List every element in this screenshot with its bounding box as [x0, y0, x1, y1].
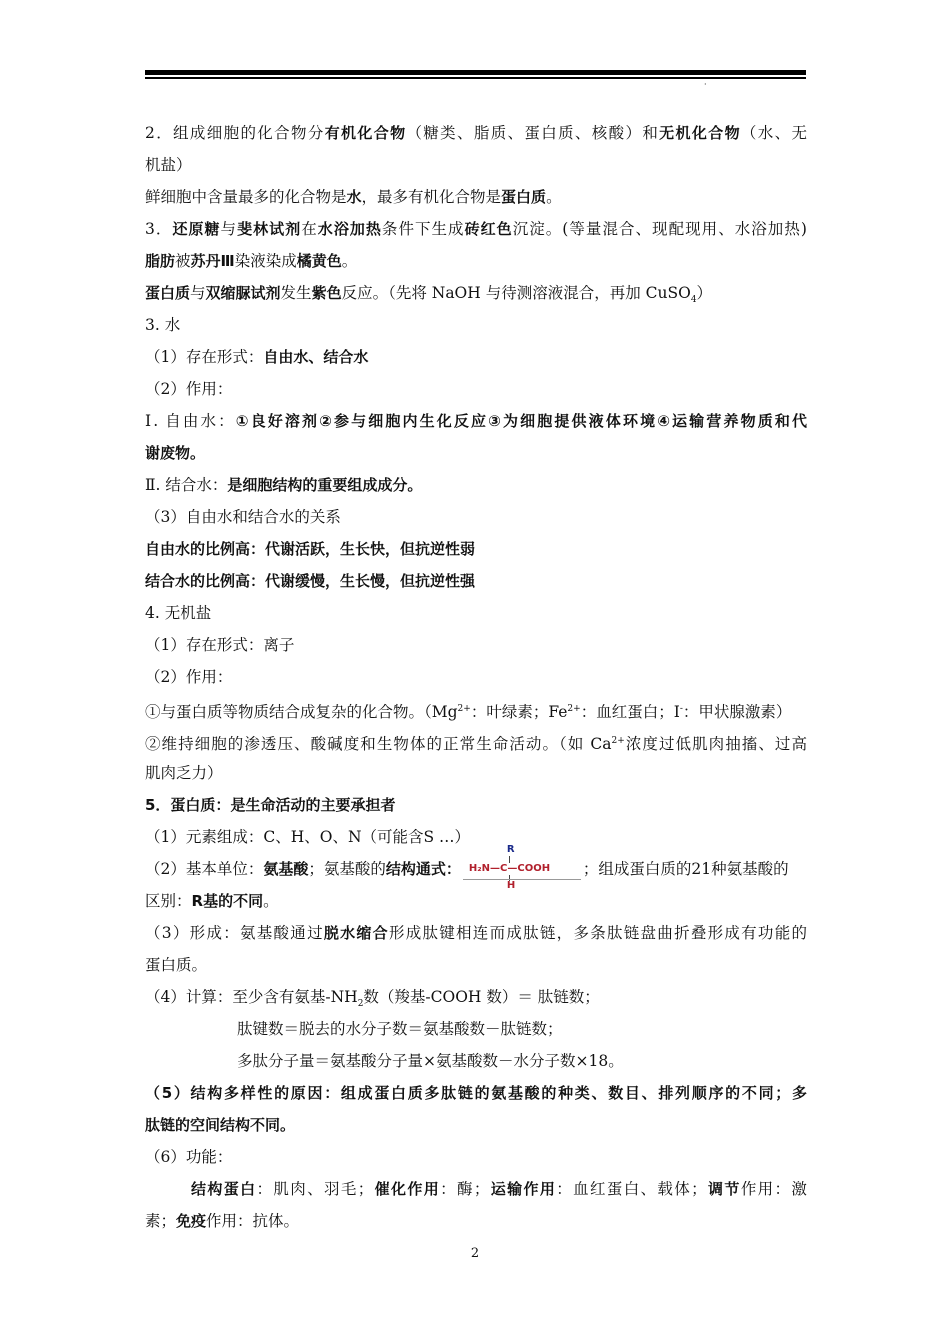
bold-run: 调节 — [706, 1180, 741, 1198]
text-run: 区别： — [145, 892, 192, 910]
bold-run: 脂肪 — [145, 252, 176, 270]
subscript: 4 — [690, 295, 697, 306]
formula-h: H — [506, 880, 516, 891]
bold-run: R基的不同 — [191, 892, 264, 910]
text-run: ，最多有机化合物是 — [361, 188, 502, 206]
text-run: （糖类、脂质、蛋白质、核酸）和 — [406, 124, 660, 142]
text-line — [145, 1109, 807, 1141]
text-run: ①与蛋白质等物质结合成复杂的化合物。（Mg — [145, 703, 458, 722]
text-run: 染液染成 — [234, 252, 297, 270]
text-line — [145, 917, 807, 949]
text-run: 4. 无机盐 — [145, 604, 212, 622]
bold-run: 免疫 — [176, 1212, 207, 1230]
text-line — [145, 597, 807, 629]
text-run: ：肌肉、羽毛； — [256, 1180, 374, 1198]
text-run: 作用：抗体。 — [206, 1212, 300, 1230]
text-run: 浓度过低肌肉抽搐、过高 — [624, 735, 807, 754]
text-line — [145, 1141, 807, 1173]
text-run: （3）形成：氨基酸通过 — [145, 924, 324, 942]
text-line — [145, 565, 807, 597]
bold-run: 紫色 — [311, 284, 342, 302]
formula-bond-top — [509, 856, 510, 863]
text-line — [145, 533, 807, 565]
text-run: 条件下生成 — [381, 220, 465, 238]
text-run: 反应。（先将 NaOH 与待测溶液混合，再加 CuSO — [341, 284, 691, 302]
text-line — [145, 117, 807, 149]
text-line — [145, 405, 807, 437]
text-run: ：血红蛋白；I — [580, 703, 680, 722]
text-line — [145, 1045, 807, 1077]
text-run: ：叶绿素；Fe — [470, 703, 568, 722]
text-run: Ⅰ. 自由水： — [145, 412, 236, 430]
header-rule-thin — [145, 77, 806, 79]
text-run: 作用：激 — [740, 1180, 807, 1198]
bold-run: 有机化合物 — [324, 124, 407, 142]
text-line — [145, 181, 807, 213]
bold-run: 催化作用 — [373, 1180, 441, 1198]
text-line — [145, 821, 807, 853]
text-line — [145, 1205, 807, 1237]
bold-run: （5）结构多样性的原因：组成蛋白质多肽链的氨基酸的种类、数目、排列顺序的不同；多 — [145, 1084, 807, 1102]
bold-run: 结构蛋白 — [191, 1180, 257, 1198]
text-run: （2）基本单位： — [145, 860, 264, 878]
text-line — [145, 885, 807, 917]
text-line — [145, 661, 807, 693]
text-run: 发生 — [280, 284, 312, 302]
text-run: 3． — [145, 220, 173, 238]
text-line — [145, 1077, 807, 1109]
bold-run: 结构通式： — [385, 860, 461, 878]
bold-run: 肽链的空间结构不同。 — [145, 1116, 296, 1134]
text-run: ：血红蛋白、载体； — [556, 1180, 707, 1198]
text-run: ；组成蛋白质的21种氨基酸的 — [582, 860, 789, 878]
text-line — [145, 844, 807, 891]
text-line — [145, 469, 807, 501]
bold-run: 氨基酸 — [263, 860, 309, 878]
bold-run: 水浴加热 — [317, 220, 382, 238]
bold-run: 蛋白质 — [501, 188, 547, 206]
text-line — [145, 981, 807, 1013]
superscript: 2+ — [457, 704, 471, 714]
text-line — [145, 501, 807, 533]
bold-run: 水 — [346, 188, 362, 206]
text-run: 3. 水 — [145, 316, 181, 334]
text-run: （2）作用： — [145, 668, 233, 686]
text-line — [145, 1173, 807, 1205]
text-run: 多肽分子量＝氨基酸分子量×氨基酸数－水分子数×18。 — [237, 1052, 624, 1070]
text-run: 2．组成细胞的化合物分 — [145, 124, 325, 142]
text-run: 肽键数＝脱去的水分子数＝氨基酸数－肽链数； — [237, 1020, 563, 1038]
text-run: ；氨基酸的 — [308, 860, 386, 878]
text-run: ：甲状腺激素） — [682, 703, 792, 722]
document-body — [145, 117, 807, 1237]
page-number: 2 — [470, 1246, 480, 1261]
text-line — [145, 1013, 807, 1045]
bold-run: 运输作用 — [489, 1180, 557, 1198]
text-line — [145, 693, 807, 725]
text-run: 肌肉乏力） — [145, 764, 223, 782]
header-dot: · — [704, 80, 707, 89]
text-run: 在 — [301, 220, 318, 238]
text-run: 沉淀。(等量混合、现配现用、水浴加热) — [512, 220, 807, 238]
formula-main: H₂N—C—COOH — [468, 863, 551, 874]
bold-run: 蛋白质 — [145, 284, 191, 302]
superscript: - — [679, 704, 683, 714]
bold-run: 斐林试剂 — [237, 220, 302, 238]
text-line — [145, 757, 807, 789]
bold-run: 自由水的比例高：代谢活跃，生长快，但抗逆性弱 — [145, 540, 476, 558]
text-run: 鲜细胞中含量最多的化合物是 — [145, 188, 347, 206]
header-rule-thick — [145, 70, 806, 75]
text-run: （1）元素组成：C、H、O、N（可能含S …） — [145, 828, 471, 846]
text-run: （6）功能： — [145, 1148, 233, 1166]
text-run: （1）存在形式：离子 — [145, 636, 295, 654]
superscript: 2+ — [611, 736, 625, 746]
subscript: 2 — [357, 999, 364, 1010]
text-run: 数（羧基-COOH 数）＝ 肽链数； — [363, 988, 600, 1006]
text-run: 与 — [220, 220, 238, 238]
amino-acid-formula — [463, 844, 581, 891]
text-run: Ⅱ. 结合水： — [145, 476, 228, 494]
text-line — [145, 373, 807, 405]
bold-run: 是细胞结构的重要组成成分。 — [227, 476, 423, 494]
bold-run: 结合水的比例高：代谢缓慢，生长慢，但抗逆性强 — [145, 572, 476, 590]
text-line — [145, 437, 807, 469]
bold-run: 砖红色 — [464, 220, 513, 238]
bold-run: 无机化合物 — [659, 124, 741, 142]
text-run: （3）自由水和结合水的关系 — [145, 508, 341, 526]
text-run: 。 — [546, 188, 562, 206]
formula-r: R — [506, 844, 515, 855]
bold-run: 谢废物。 — [145, 444, 206, 462]
text-line — [145, 213, 807, 245]
bold-run: 双缩脲试剂 — [205, 284, 281, 302]
text-run: 素； — [145, 1212, 177, 1230]
text-run: 形成肽键相连而成肽链，多条肽链盘曲折叠形成有功能的 — [388, 924, 807, 942]
text-run: 。 — [263, 892, 279, 910]
text-run: （1）存在形式： — [145, 348, 264, 366]
formula-underline — [463, 879, 581, 880]
text-line — [145, 789, 807, 821]
text-line — [145, 277, 807, 309]
text-run: 。 — [341, 252, 358, 270]
bold-run: ①良好溶剂②参与细胞内生化反应③为细胞提供液体环境④运输营养物质和代 — [235, 412, 807, 430]
bold-run: 自由水、结合水 — [263, 348, 369, 366]
bold-run: 苏丹Ⅲ — [190, 252, 235, 270]
text-line — [145, 725, 807, 757]
text-line — [145, 149, 807, 181]
text-run: ：酶； — [440, 1180, 490, 1198]
text-run: 被 — [175, 252, 191, 270]
text-run: 与 — [190, 284, 206, 302]
text-line — [145, 341, 807, 373]
text-line — [145, 245, 807, 277]
bold-run: 5．蛋白质：是生命活动的主要承担者 — [145, 796, 396, 814]
text-line — [145, 309, 807, 341]
bold-run: 还原糖 — [172, 220, 221, 238]
text-line — [145, 629, 807, 661]
bold-run: 脱水缩合 — [323, 924, 389, 942]
text-line — [145, 949, 807, 981]
text-run: ） — [696, 284, 713, 302]
text-run: （水、无 — [740, 124, 807, 142]
text-run: （4）计算：至少含有氨基-NH — [145, 988, 358, 1006]
text-run: ②维持细胞的渗透压、酸碱度和生物体的正常生命活动。（如 Ca — [145, 735, 612, 754]
text-run: 机盐） — [145, 156, 192, 174]
superscript: 2+ — [567, 704, 581, 714]
text-run: （2）作用： — [145, 380, 233, 398]
bold-run: 橘黄色 — [296, 252, 342, 270]
text-run: 蛋白质。 — [145, 956, 208, 974]
